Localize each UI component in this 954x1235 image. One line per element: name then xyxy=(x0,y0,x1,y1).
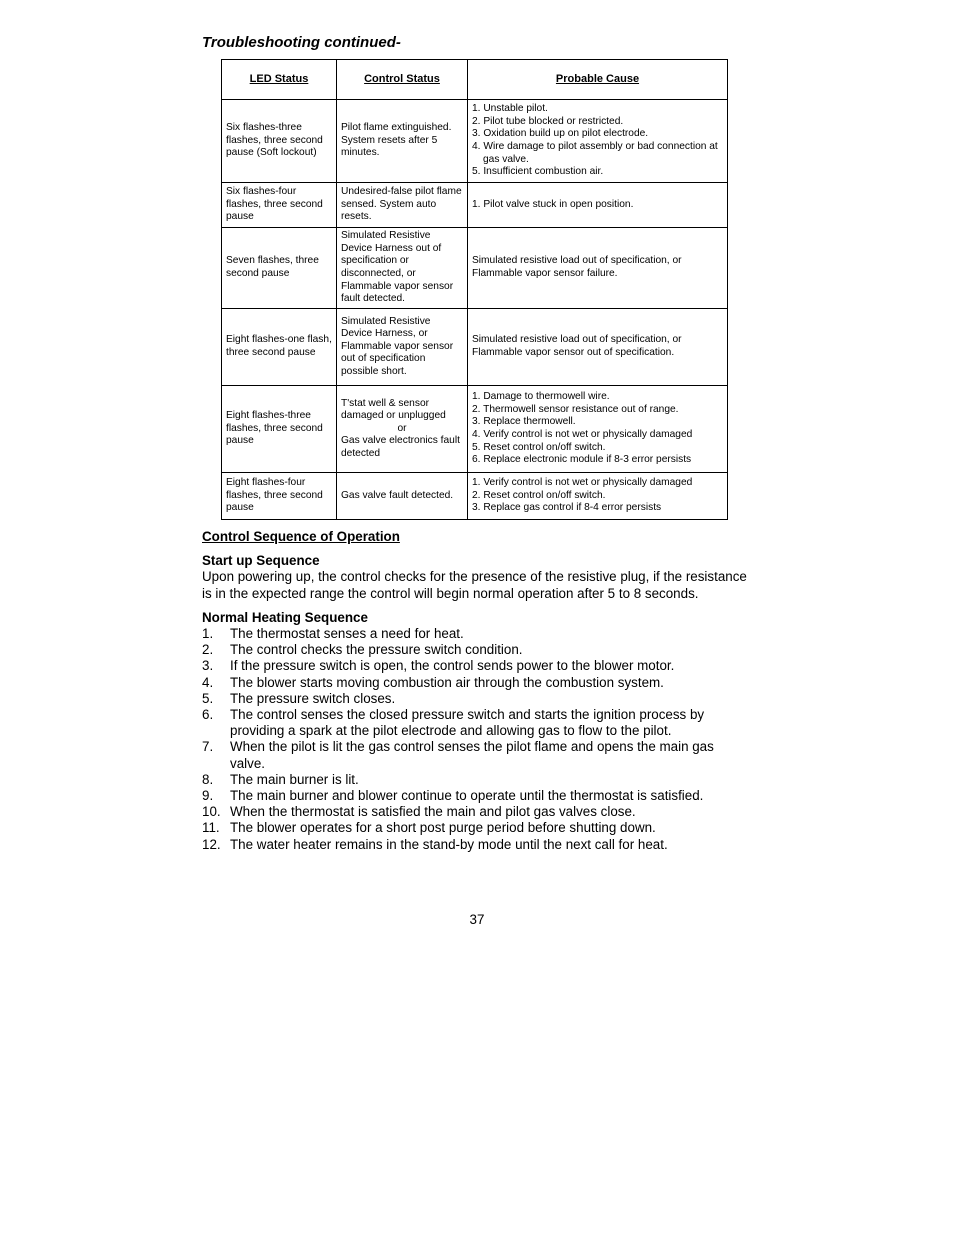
control-status-cell: Pilot flame extinguished. System resets after 5 minutes. xyxy=(337,100,468,183)
section-heading: Troubleshooting continued- xyxy=(202,34,401,51)
step-text: The control checks the pressure switch condition. xyxy=(230,642,523,658)
cause-item: 4. Wire damage to pilot assembly or bad connection at gas valve. xyxy=(472,141,718,165)
probable-cause-cell xyxy=(468,183,728,228)
list-item xyxy=(202,658,747,674)
cause-item: 3. Replace thermowell. xyxy=(472,416,576,428)
list-item xyxy=(202,707,747,739)
control-sequence-title: Control Sequence of Operation xyxy=(202,529,400,544)
step-text: The thermostat senses a need for heat. xyxy=(230,626,464,642)
step-number: 12. xyxy=(202,836,221,852)
list-item xyxy=(202,675,747,691)
cause-item: 3. Replace gas control if 8-4 error persists xyxy=(472,502,662,514)
list-item xyxy=(202,691,747,707)
step-number: 4. xyxy=(202,674,214,690)
list-item xyxy=(202,626,747,642)
control-status-or: or xyxy=(397,422,407,434)
list-item xyxy=(202,804,747,820)
cause-item: 2. Pilot tube blocked or restricted. xyxy=(472,115,624,127)
step-number: 1. xyxy=(202,626,214,642)
control-status-cell xyxy=(337,386,468,473)
table-row xyxy=(222,473,728,520)
control-status-cell: Undesired-false pilot flame sensed. System auto resets. xyxy=(337,183,468,228)
led-status-cell: Eight flashes-three flashes, three second pause xyxy=(222,386,337,473)
led-status-cell: Six flashes-four flashes, three second pause xyxy=(222,183,337,228)
led-status-cell: Seven flashes, three second pause xyxy=(222,228,337,309)
control-sequence-section xyxy=(202,529,747,853)
cause-item: 2. Reset control on/off switch. xyxy=(472,489,606,501)
probable-cause-cell xyxy=(468,386,728,473)
control-status-cell: Simulated Resistive Device Harness out of specification or disconnected, or Flammable vapor sensor fault detected. xyxy=(337,228,468,309)
step-number: 5. xyxy=(202,690,214,706)
probable-cause-cell xyxy=(468,473,728,520)
step-text: When the pilot is lit the gas control senses the pilot flame and opens the main gas valve. xyxy=(230,739,714,771)
page-number: 37 xyxy=(469,912,485,927)
cause-item: 1. Unstable pilot. xyxy=(472,103,548,115)
step-number: 11. xyxy=(202,820,220,836)
header-probable-cause: Probable Cause xyxy=(468,60,728,100)
table-row xyxy=(222,100,728,183)
led-status-cell: Eight flashes-four flashes, three second pause xyxy=(222,473,337,520)
cause-item: 3. Oxidation build up on pilot electrode. xyxy=(472,128,649,140)
step-text: If the pressure switch is open, the control sends power to the blower motor. xyxy=(230,658,675,674)
cause-item: 1. Pilot valve stuck in open position. xyxy=(472,198,634,210)
control-status-line: Gas valve electronics fault detected xyxy=(341,435,460,459)
step-number: 3. xyxy=(202,658,214,674)
table-row xyxy=(222,386,728,473)
startup-sequence-title: Start up Sequence xyxy=(202,553,320,569)
list-item xyxy=(202,820,747,836)
table-header-row xyxy=(222,60,728,100)
normal-heating-title: Normal Heating Sequence xyxy=(202,609,368,625)
led-status-cell: Eight flashes-one flash, three second pause xyxy=(222,309,337,386)
step-number: 10. xyxy=(202,804,221,820)
step-number: 8. xyxy=(202,771,214,787)
cause-item: 6. Replace electronic module if 8-3 error persists xyxy=(472,454,692,466)
cause-item: 1. Damage to thermowell wire. xyxy=(472,391,610,403)
header-control-status: Control Status xyxy=(337,60,468,100)
step-text: The blower operates for a short post purge period before shutting down. xyxy=(230,820,656,836)
control-status-cell: Gas valve fault detected. xyxy=(337,473,468,520)
list-item xyxy=(202,837,747,853)
probable-cause-cell: Simulated resistive load out of specification, or Flammable vapor sensor out of specification. xyxy=(468,309,728,386)
table-row xyxy=(222,228,728,309)
cause-item: 1. Verify control is not wet or physically damaged xyxy=(472,477,693,489)
step-number: 2. xyxy=(202,642,214,658)
control-status-line: T'stat well & sensor damaged or unplugged xyxy=(341,397,446,422)
step-number: 6. xyxy=(202,707,214,723)
troubleshooting-table xyxy=(221,59,728,520)
list-item xyxy=(202,788,747,804)
step-text: The blower starts moving combustion air through the combustion system. xyxy=(230,674,664,690)
cause-item: 5. Insufficient combustion air. xyxy=(472,166,604,178)
cause-item: 4. Verify control is not wet or physically damaged xyxy=(472,429,693,440)
list-item xyxy=(202,642,747,658)
startup-sequence-text: Upon powering up, the control checks for the presence of the resistive plug, if the resistance is in the expected range the control will begin normal operation after 5 to 8 seconds. xyxy=(202,569,747,601)
list-item xyxy=(202,772,747,788)
cause-item: 2. Thermowell sensor resistance out of range. xyxy=(472,403,679,415)
step-text: The control senses the closed pressure switch and starts the ignition process by providing a spark at the pilot electrode and allowing gas to flow to the pilot. xyxy=(230,707,705,739)
led-status-cell: Six flashes-three flashes, three second pause (Soft lockout) xyxy=(222,100,337,183)
step-text: When the thermostat is satisfied the main and pilot gas valves close. xyxy=(230,804,636,820)
step-text: The water heater remains in the stand-by mode until the next call for heat. xyxy=(230,836,668,852)
step-text: The pressure switch closes. xyxy=(230,690,396,706)
table-row xyxy=(222,183,728,228)
step-number: 7. xyxy=(202,739,214,755)
control-status-cell: Simulated Resistive Device Harness, or Flammable vapor sensor out of specification possible short. xyxy=(337,309,468,386)
cause-item: 5. Reset control on/off switch. xyxy=(472,441,606,453)
step-number: 9. xyxy=(202,788,214,804)
normal-heating-steps xyxy=(202,626,747,853)
list-item xyxy=(202,739,747,771)
step-text: The main burner is lit. xyxy=(230,771,359,787)
probable-cause-cell xyxy=(468,100,728,183)
header-led-status: LED Status xyxy=(222,60,337,100)
step-text: The main burner and blower continue to operate until the thermostat is satisfied. xyxy=(230,788,704,804)
probable-cause-cell: Simulated resistive load out of specification, or Flammable vapor sensor failure. xyxy=(468,228,728,309)
table-row xyxy=(222,309,728,386)
